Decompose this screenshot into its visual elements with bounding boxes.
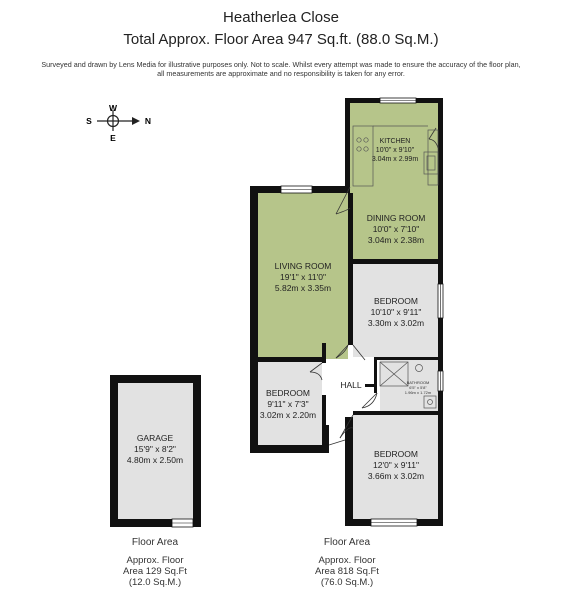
bathroom-metric: 1.96m x 1.72m [404,390,432,395]
compass-south-label: S [86,116,92,126]
house-area-line-3: (76.0 Sq.M.) [320,577,374,588]
bedroom-3-name: BEDROOM [374,449,418,459]
garage-area-line-3: (12.0 Sq.M.) [128,577,182,588]
living-room-metric: 5.82m x 3.35m [274,283,332,293]
compass-icon [97,110,140,131]
total-floor-area: Total Approx. Floor Area 947 Sq.ft. (88.0 Sq.M.) [123,31,439,48]
garage-floor-area [98,537,212,588]
garage-area-line-2: Area 129 Sq.Ft [123,566,187,577]
garage-area-heading: Floor Area [131,537,179,548]
kitchen-metric: 3.04m x 2.99m [371,156,419,163]
bedroom-1-metric: 3.30m x 3.02m [367,318,425,328]
bedroom-2-imperial: 9'11" x 7'3" [267,399,309,409]
bedroom-3-metric: 3.66m x 3.02m [367,471,425,481]
garage-name: GARAGE [136,433,174,443]
house-floor-area [290,537,404,588]
disclaimer-line-1: Surveyed and drawn by Lens Media for illustrative purposes only. Not to scale. Whilst every attempt was made to ensure the accuracy of the floor plan, [41,60,521,69]
bedroom-2-name: BEDROOM [266,388,310,398]
house-area-heading: Floor Area [323,537,371,548]
bedroom-1-imperial: 10'10" x 9'11" [370,307,422,317]
bedroom-3-imperial: 12'0" x 9'11" [373,460,419,470]
dining-room-imperial: 10'0" x 7'10" [372,224,420,234]
garage-area-line-1: Approx. Floor [126,555,184,566]
dining-room-name: DINING ROOM [366,213,426,223]
bathroom-imperial: 6'5" x 5'8" [409,385,427,390]
hall-name: HALL [340,380,362,390]
house-area-line-1: Approx. Floor [318,555,376,566]
garage-imperial: 15'9" x 8'2" [134,444,176,454]
compass-north-label: N [144,116,152,126]
living-room-imperial: 19'1" x 11'0" [280,272,326,282]
dining-room-metric: 3.04m x 2.38m [367,235,425,245]
kitchen-imperial: 10'0" x 9'10" [375,147,415,154]
bedroom-2-metric: 3.02m x 2.20m [259,410,317,420]
house-area-line-2: Area 818 Sq.Ft [315,566,379,577]
disclaimer-line-2: all measurements are approximate and no responsibility is taken for any error. [157,69,405,78]
page-title: Heatherlea Close [223,9,339,26]
living-room-name: LIVING ROOM [274,261,332,271]
bathroom-name: BATHROOM [406,380,430,385]
garage-metric: 4.80m x 2.50m [126,455,184,465]
compass-east-label: E [110,133,116,143]
bedroom-1-name: BEDROOM [374,296,418,306]
compass-west-label: W [108,103,118,113]
kitchen-name: KITCHEN [379,138,411,145]
